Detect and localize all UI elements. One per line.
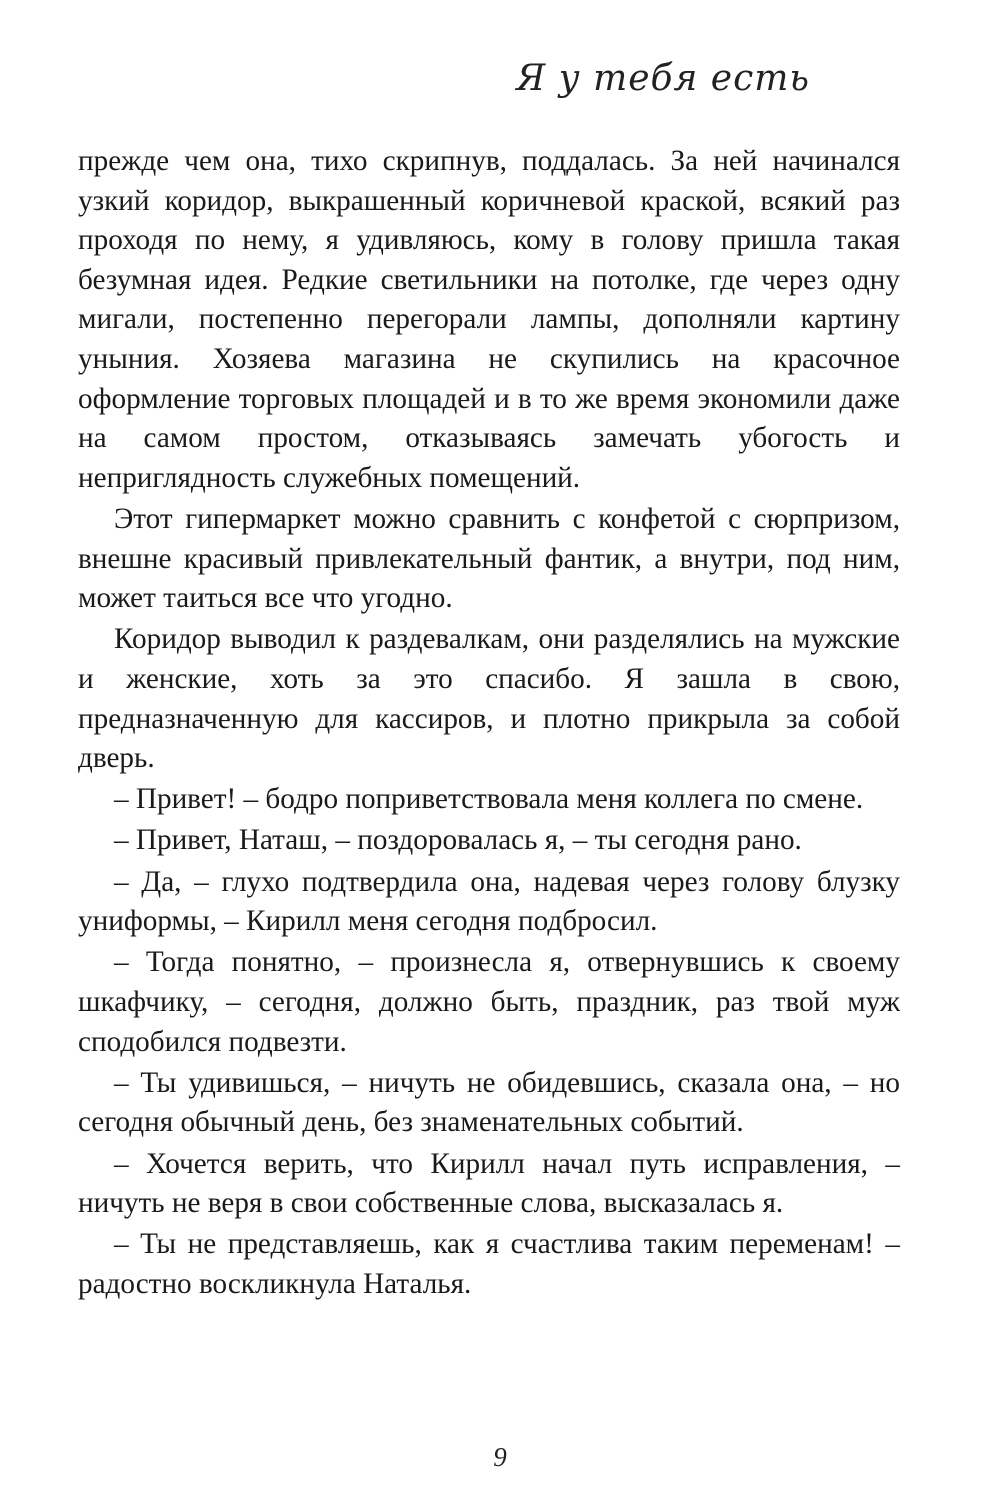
dialogue-line: – Привет, Наташ, – поздоровалась я, – ты сегодня рано.: [114, 824, 802, 857]
dialogue-line: – Хочется верить, что Кирилл начал путь исправления, – ничуть не веря в свои собственные слова, высказалась я.: [78, 1147, 900, 1220]
paragraph: прежде чем она, тихо скрипнув, поддалась. За ней начинался узкий коридор, выкрашенный коричневой краской, всякий раз проходя по нему, я удивляюсь, кому в голову пришла такая безумная идея. Редкие светильники на потолке, где через одну мигали, постепенно перегорали лампы, дополняли картину уныния. Хозяева магазина не скупились на красочное оформление торговых площадей и в то же время экономили даже на самом простом, отказываясь замечать убогость и неприглядность служебных помещений.: [78, 145, 900, 494]
dialogue-line: – Ты не представляешь, как я счастлива таким переменам! – радостно воскликнула Наталья.: [78, 1228, 900, 1300]
dialogue-line: – Привет! – бодро поприветствовала меня коллега по смене.: [114, 783, 864, 816]
dialogue-line: – Да, – глухо подтвердила она, надевая через голову блузку униформы, – Кирилл меня сегодня подбросил.: [78, 865, 900, 938]
page-number: 9: [493, 1442, 507, 1472]
dialogue-line: – Тогда понятно, – произнесла я, отвернувшись к своему шкафчику, – сегодня, должно быть, праздник, раз твой муж сподобился подвезти.: [78, 946, 900, 1058]
paragraph: Коридор выводил к раздевалкам, они разделялись на мужские и женские, хоть за это спасибо. Я зашла в свою, предназначенную для кассиров, и плотно прикрыла за собой дверь.: [78, 623, 900, 775]
paragraph: Этот гипермаркет можно сравнить с конфетой с сюрпризом, внешне красивый привлекательный фантик, а внутри, под ним, может таиться все что угодно.: [78, 502, 900, 615]
running-title: Я у тебя есть: [516, 58, 810, 99]
body-text: [78, 142, 900, 1306]
dialogue-line: – Ты удивишься, – ничуть не обидевшись, сказала она, – но сегодня обычный день, без знаменательных событий.: [78, 1066, 900, 1139]
